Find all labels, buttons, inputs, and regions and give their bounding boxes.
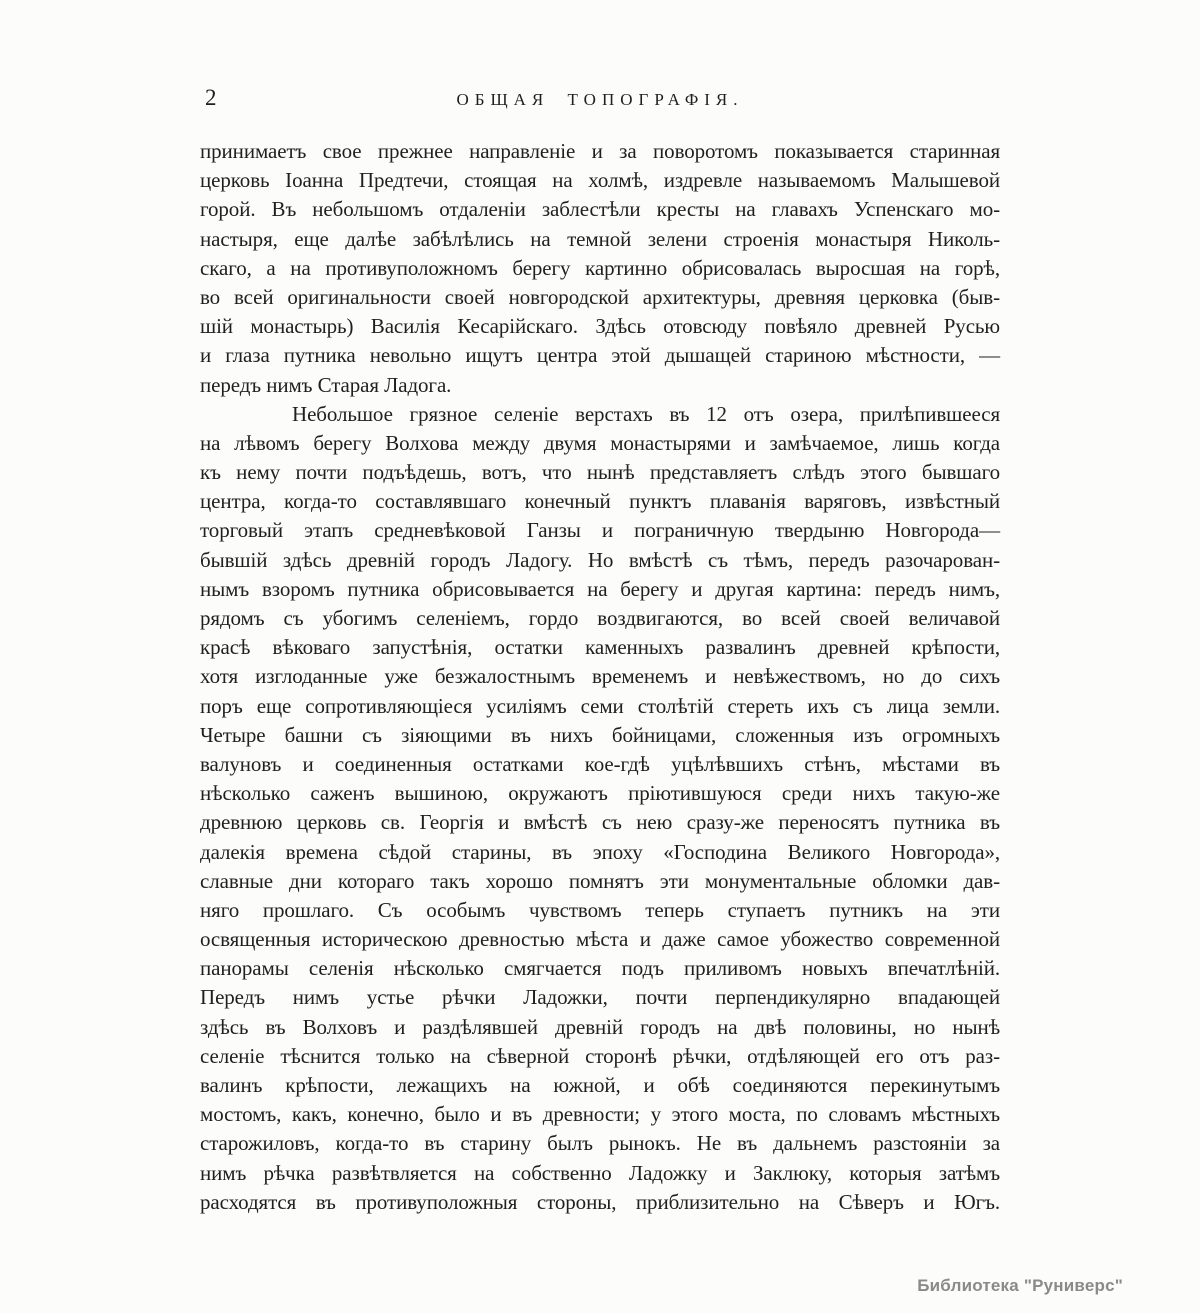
text-line: освященныя историческою древностью мѣста и даже самое убожество современной xyxy=(200,927,1000,952)
text-line: нѣсколько саженъ вышиною, окружаютъ пріютившуюся среди нихъ такую-же xyxy=(200,781,1000,806)
text-line: и глаза путника невольно ищутъ центра этой дышащей стариною мѣстности, — xyxy=(200,343,1000,368)
text-line: мостомъ, какъ, конечно, было и въ древности; у этого моста, по словамъ мѣстныхъ xyxy=(200,1102,1000,1127)
text-line: принимаетъ свое прежнее направленіе и за поворотомъ показывается старинная xyxy=(200,139,1000,163)
text-line: далекія времена сѣдой старины, въ эпоху «Господина Великого Новгорода», xyxy=(200,839,1000,864)
text-line: поръ еще сопротивляющіеся усиліямъ семи столѣтій стереть ихъ съ лица земли. xyxy=(200,693,1000,718)
text-line: здѣсь въ Волховъ и раздѣлявшей древній городъ на двѣ половины, но нынѣ xyxy=(200,1014,1000,1039)
text-line: нымъ взоромъ путника обрисовывается на берегу и другая картина: передъ нимъ, xyxy=(200,576,1000,601)
text-line: передъ нимъ Старая Ладога. xyxy=(200,372,452,397)
text-line: настыря, еще далѣе забѣлѣлись на темной зелени строенія монастыря Николь- xyxy=(200,226,1000,251)
text-line: рядомъ съ убогимъ селеніемъ, гордо воздвигаются, во всей своей величавой xyxy=(200,606,1000,630)
text-line: церковь Іоанна Предтечи, стоящая на холмѣ, издревле называемомъ Малышевой xyxy=(200,168,1000,193)
text-line: бывшій здѣсь древній городъ Ладогу. Но вмѣстѣ съ тѣмъ, передъ разочарован- xyxy=(200,547,1000,572)
text-line: расходятся въ противуположныя стороны, приблизительно на Сѣверъ и Югъ. xyxy=(200,1189,1000,1214)
text-line: Передъ нимъ устье рѣчки Ладожки, почти перпендикулярно впадающей xyxy=(200,985,1000,1010)
text-line: на лѣвомъ берегу Волхова между двумя монастырями и замѣчаемое, лишь когда xyxy=(200,430,1000,455)
text-line: къ нему почти подъѣдешь, вотъ, что нынѣ представляетъ слѣдъ этого бывшаго xyxy=(200,460,1000,485)
text-line: древнюю церковь св. Георгія и вмѣстѣ съ нею сразу-же переносятъ путника въ xyxy=(200,810,1000,835)
text-line: скаго, а на противуположномъ берегу картинно обрисовалась выросшая на горѣ, xyxy=(200,255,1000,280)
text-line: во всей оригинальности своей новгородской архитектуры, древняя церковка (быв- xyxy=(200,284,1000,309)
body-text xyxy=(200,137,1000,1217)
text-line: торговый этапъ средневѣковой Ганзы и пограничную твердыню Новгорода— xyxy=(200,518,1000,543)
page-number: 2 xyxy=(205,85,217,110)
text-line: нимъ рѣчка развѣтвляется на собственно Ладожку и Заклюку, которыя затѣмъ xyxy=(200,1160,1000,1185)
text-line: горой. Въ небольшомъ отдаленіи заблестѣли кресты на главахъ Успенскаго мо- xyxy=(200,197,1000,222)
text-line: шій монастырь) Василія Кесарійскаго. Здѣсь отовсюду повѣяло древней Русью xyxy=(200,314,1000,339)
text-line: Четыре башни съ зіяющими въ нихъ бойницами, сложенныя изъ огромныхъ xyxy=(200,722,1000,747)
text-line: старожиловъ, когда-то въ старину былъ рынокъ. Не въ дальнемъ разстояніи за xyxy=(200,1131,1000,1156)
text-line: валинъ крѣпости, лежащихъ на южной, и обѣ соединяются перекинутымъ xyxy=(200,1073,1000,1097)
library-watermark: Библиотека "Руниверс" xyxy=(917,1276,1123,1295)
text-line: центра, когда-то составлявшаго конечный пунктъ плаванія варяговъ, извѣстный xyxy=(200,489,1000,514)
text-line: Небольшое грязное селеніе верстахъ въ 12 отъ озера, прилѣпившееся xyxy=(292,401,1000,426)
text-line: няго прошлаго. Съ особымъ чувствомъ теперь ступаетъ путникъ на эти xyxy=(200,897,1000,922)
text-line: хотя изглоданные уже безжалостнымъ временемъ и невѣжествомъ, но до сихъ xyxy=(200,664,1000,689)
text-line: красѣ вѣковаго запустѣнія, остатки каменныхъ развалинъ древней крѣпости, xyxy=(200,635,1000,660)
text-line: валуновъ и соединенныя остатками кое-гдѣ уцѣлѣвшихъ стѣнъ, мѣстами въ xyxy=(200,751,1000,776)
text-line: селеніе тѣснится только на сѣверной сторонѣ рѣчки, отдѣляющей его отъ раз- xyxy=(200,1043,1000,1068)
running-head: ОБЩАЯ ТОПОГРАФІЯ. xyxy=(456,90,744,109)
text-line: славные дни котораго такъ хорошо помнятъ эти монументальные обломки дав- xyxy=(200,868,1000,893)
text-line: панорамы селенія нѣсколько смягчается подъ приливомъ новыхъ впечатлѣній. xyxy=(200,956,1000,981)
